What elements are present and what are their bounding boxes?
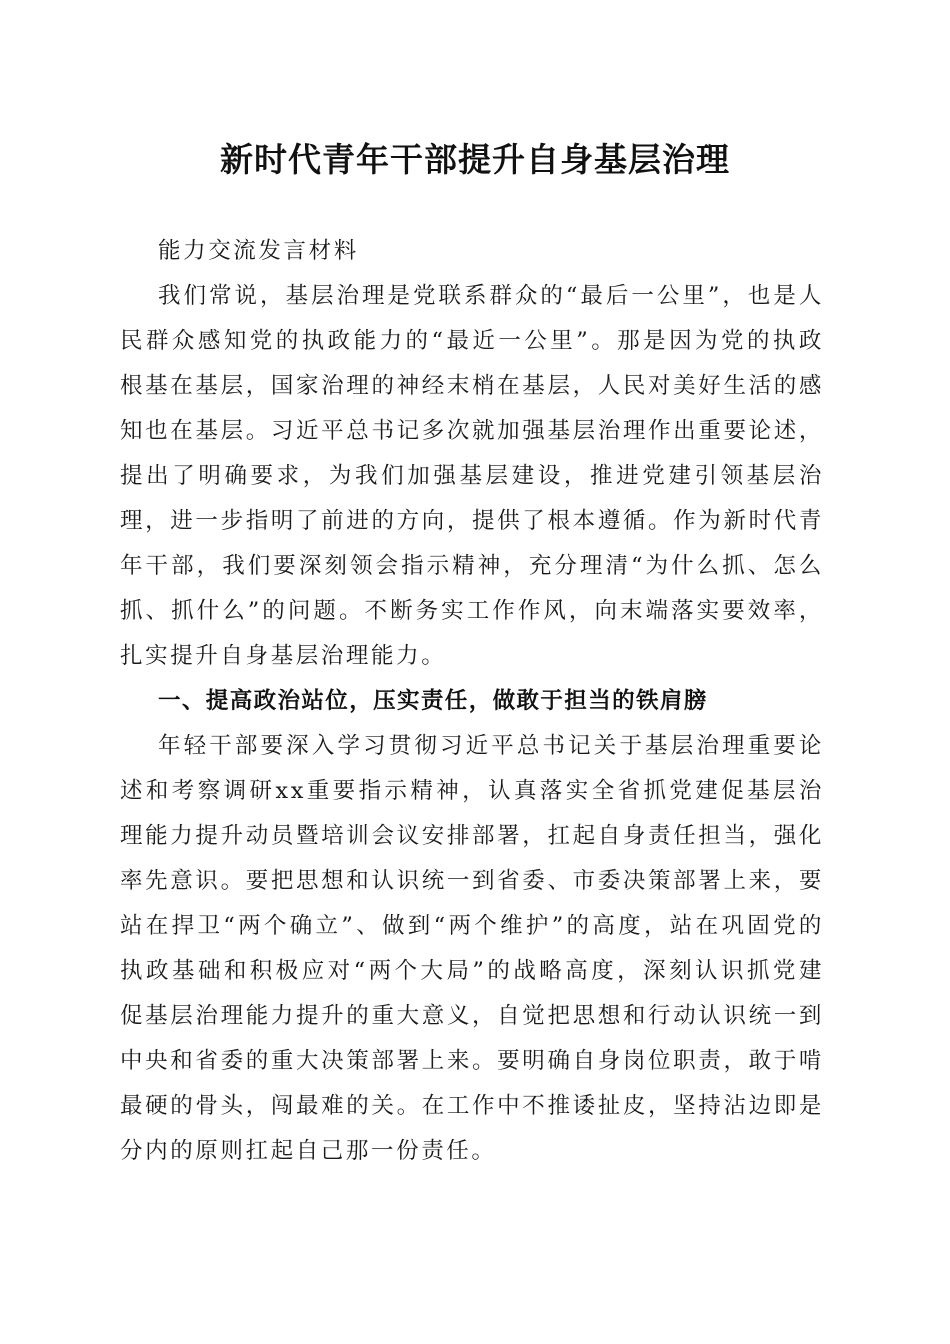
section-1-paragraph: 年轻干部要深入学习贯彻习近平总书记关于基层治理重要论述和考察调研xx重要指示精神，认真落实全省抓党建促基层治理能力提升动员暨培训会议安排部署，扛起自身责任担当，强化率先意识。要把思想和认识统一到省委、市委决策部署上来，要站在捍卫“两个确立”、做到“两个维护”的高度，站在巩固党的执政基础和积极应对“两个大局”的战略高度，深刻认识抓党建促基层治理能力提升的重大意义，自觉把思想和行动认识统一到中央和省委的重大决策部署上来。要明确自身岗位职责，敢于啃最硬的骨头，闯最难的关。在工作中不推诿扯皮，坚持沾边即是分内的原则扛起自己那一份责任。 [120,733,824,1164]
subtitle-line: 能力交流发言材料 [158,238,359,264]
section-heading-1: 一、提高政治站位，压实责任，做敢于担当的铁肩膀 [158,688,708,714]
document-body [120,229,824,1174]
intro-paragraph: 我们常说，基层治理是党联系群众的“最后一公里”，也是人民群众感知党的执政能力的“最近一公里”。那是因为党的执政根基在基层，国家治理的神经末梢在基层，人民对美好生活的感知也在基层。习近平总书记多次就加强基层治理作出重要论述，提出了明确要求，为我们加强基层建设，推进党建引领基层治理，进一步指明了前进的方向，提供了根本遵循。作为新时代青年干部，我们要深刻领会指示精神，充分理清“为什么抓、怎么抓、抓什么”的问题。不断务实工作作风，向末端落实要效率，扎实提升自身基层治理能力。 [120,283,824,669]
document-title: 新时代青年干部提升自身基层治理 [220,140,730,179]
